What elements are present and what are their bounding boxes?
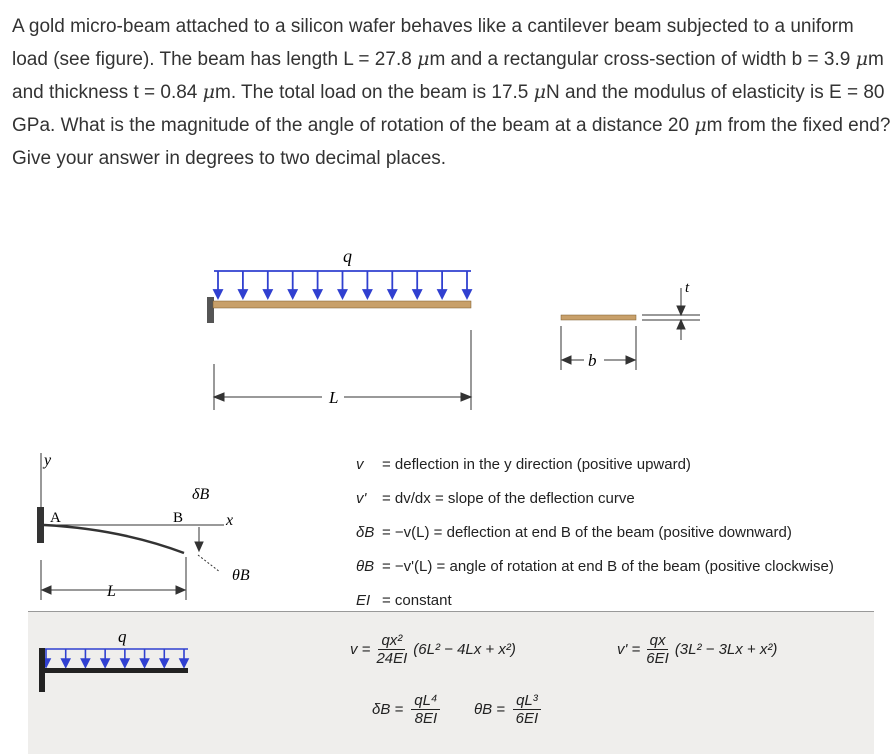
mu-symbol: μ <box>202 81 216 103</box>
load-arrowhead <box>413 290 421 298</box>
load-arrowhead <box>264 290 272 298</box>
panel-beam <box>44 668 188 673</box>
thickness-label: t <box>685 280 690 296</box>
delta-b-label: δB <box>192 486 210 503</box>
load-arrowhead <box>101 659 109 667</box>
problem-text-5: N and the modulus of elasticity is E = 80 GPa. What is the magnitude of the angle of rotation of the beam at a distance 20 <box>12 82 885 136</box>
load-label: q <box>343 246 352 266</box>
problem-text-4: m. The total load on the beam is 17.5 <box>215 82 534 103</box>
formula-vprime: v' = $\frac{qx}{6EI}$ (3L² − 3Lx + x²) <box>617 632 778 667</box>
problem-text-3: m and thickness t = 0.84 <box>12 49 884 103</box>
load-arrowhead <box>180 659 188 667</box>
mu-symbol: μ <box>533 81 546 103</box>
def-theta-b: θB = −v'(L) = angle of rotation at end B of the beam (positive clockwise) <box>356 558 834 575</box>
beam-figure <box>0 240 874 420</box>
problem-statement <box>12 10 892 175</box>
load-arrowhead <box>121 659 129 667</box>
load-arrowhead <box>289 290 297 298</box>
length-label: L <box>107 583 116 600</box>
panel-load-arrows <box>42 649 188 667</box>
x-axis-label: x <box>226 512 234 529</box>
length-dimension <box>214 330 471 410</box>
definitions <box>356 448 834 618</box>
formula-v: v = $\frac{\text{qx²}}{24EI}$ (6L² − 4Lx + x²) <box>350 632 516 667</box>
def-ei: EI = constant <box>356 592 452 609</box>
uniform-load-arrows <box>214 271 471 298</box>
theta-b-label: θB <box>232 567 250 584</box>
point-a-label: A <box>50 510 61 526</box>
panel-beam-sketch <box>28 612 208 702</box>
load-arrowhead <box>388 290 396 298</box>
width-dimension <box>561 326 636 370</box>
load-arrowhead <box>141 659 149 667</box>
mu-symbol: μ <box>417 48 430 70</box>
def-delta-b: δB = −v(L) = deflection at end B of the beam (positive downward) <box>356 524 792 541</box>
load-arrowhead <box>214 290 222 298</box>
load-arrowhead <box>239 290 247 298</box>
cross-section <box>561 315 636 320</box>
deflection-figure <box>0 445 330 610</box>
load-arrowhead <box>62 659 70 667</box>
def-vprime: v' = dv/dx = slope of the deflection curve <box>356 490 635 507</box>
load-arrowhead <box>314 290 322 298</box>
beam <box>213 301 471 308</box>
y-axis-label: y <box>44 452 52 469</box>
load-arrowhead <box>438 290 446 298</box>
wall-support <box>37 507 44 543</box>
mu-symbol: μ <box>694 114 707 136</box>
formula-theta-b: θB = $\frac{\text{qL³}}{6EI}$ <box>474 692 541 727</box>
problem-text-2: m and a rectangular cross-section of width b = 3.9 <box>429 49 856 70</box>
def-v: v = deflection in the y direction (positive upward) <box>356 456 691 473</box>
thickness-dimension <box>642 288 700 340</box>
load-arrowhead <box>339 290 347 298</box>
load-arrowhead <box>160 659 168 667</box>
load-arrowhead <box>81 659 89 667</box>
mu-symbol: μ <box>855 48 868 70</box>
problem-text-6: m from the fixed end? Give your answer in degrees to two decimal places. <box>12 115 891 169</box>
load-arrowhead <box>363 290 371 298</box>
formula-delta-b: δB = $\frac{\text{qL⁴}}{8EI}$ <box>372 692 440 727</box>
deflected-beam <box>44 525 184 553</box>
load-arrowhead <box>463 290 471 298</box>
length-label: L <box>329 388 339 407</box>
problem-text-1: A gold micro-beam attached to a silicon wafer behaves like a cantilever beam subjected to a uniform load (see figure). The beam has length L = 27.8 <box>12 16 854 70</box>
point-b-label: B <box>173 510 184 526</box>
width-label: b <box>588 351 597 370</box>
panel-load-label: q <box>118 627 127 646</box>
